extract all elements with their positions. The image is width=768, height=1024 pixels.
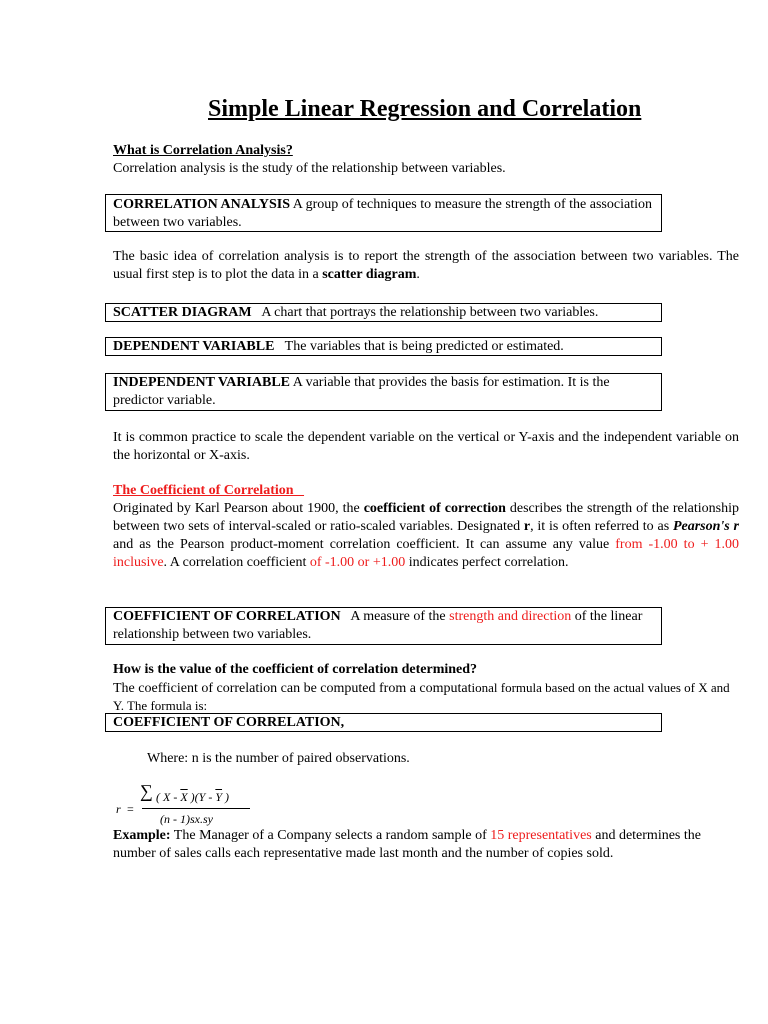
formula-label-box <box>105 713 662 732</box>
perfect-values-highlight: of -1.00 or +1.00 <box>309 555 406 570</box>
sigma-icon: ∑ <box>140 781 153 801</box>
basic-idea-text: The basic idea of correlation analysis is to report the strength of the association between two variables. The usual first step is to plot the data in a <box>113 249 739 282</box>
coefficient-paragraph <box>113 500 739 572</box>
where-text: Where: n is the number of paired observations. <box>147 751 410 766</box>
coefficient-text-4: and as the Pearson product-moment correlation coefficient. It can assume any value <box>113 537 616 552</box>
coefficient-heading-wrap <box>113 482 739 500</box>
coefficient-heading: The Coefficient of Correlation <box>113 483 305 498</box>
definition-box-scatter-diagram <box>105 303 662 322</box>
how-text <box>113 679 739 715</box>
definition-coefficient-text-1: A measure of the <box>340 609 450 624</box>
intro-heading: What is Correlation Analysis? <box>113 143 293 158</box>
coefficient-text-2: describes the strength of the relationship between two sets of interval-scaled or ratio-scaled variables. Designated <box>113 501 739 534</box>
how-text-a: The coefficient of correlation can be computed from a computat <box>113 681 472 696</box>
formula-num-a: ( X - <box>156 790 181 804</box>
how-section <box>113 661 739 715</box>
definition-correlation-analysis: A group of techniques to measure the strength of the association between two variables. <box>113 197 652 230</box>
how-heading: How is the value of the coefficient of correlation determined? <box>113 662 478 677</box>
intro-section <box>113 142 739 178</box>
pearsons-r-term: Pearson's r <box>672 519 739 534</box>
basic-idea-period: . <box>416 267 420 282</box>
intro-text: Correlation analysis is the study of the relationship between variables. <box>113 161 506 176</box>
definition-box-dependent-variable <box>105 337 662 356</box>
axis-practice-paragraph: It is common practice to scale the dependent variable on the vertical or Y-axis and the independent variable on the horizontal or X-axis. <box>113 430 739 463</box>
coefficient-text-3: , it is often referred to as <box>530 519 673 534</box>
example-paragraph <box>113 827 743 863</box>
term-scatter-diagram: SCATTER DIAGRAM <box>113 305 252 320</box>
basic-idea-paragraph <box>113 248 739 284</box>
formula-label: COEFFICIENT OF CORRELATION, <box>113 715 345 730</box>
page-title: Simple Linear Regression and Correlation <box>208 96 642 122</box>
formula-numerator <box>156 788 229 806</box>
scatter-diagram-term: scatter diagram <box>322 267 417 282</box>
example-text-2: and determines the number of sales calls each representative made last month and the number of copies sold. <box>113 828 701 861</box>
term-coefficient-of-correlation: COEFFICIENT OF CORRELATION <box>113 609 341 624</box>
how-text-b: ional formula based on the actual values of X and Y. The formula is: <box>113 680 730 713</box>
fraction-bar <box>142 808 250 809</box>
definition-dependent-variable: The variables that is being predicted or estimated. <box>274 339 564 354</box>
formula-r: r <box>116 802 121 816</box>
example-text-1: The Manager of a Company selects a random sample of <box>170 828 491 843</box>
coefficient-text-1: Originated by Karl Pearson about 1900, the <box>113 501 364 516</box>
coefficient-text-6: indicates perfect correlation. <box>405 555 569 570</box>
formula-ybar: $\overline{Y}$ <box>215 790 223 804</box>
formula-num-c: ) <box>222 790 230 804</box>
definition-box-coefficient-of-correlation <box>105 607 662 645</box>
correlation-formula <box>112 781 262 826</box>
term-correlation-analysis: CORRELATION ANALYSIS <box>113 197 290 212</box>
r-symbol: r <box>523 519 531 534</box>
definition-box-correlation-analysis <box>105 194 662 232</box>
term-dependent-variable: DEPENDENT VARIABLE <box>113 339 275 354</box>
formula-denominator: (n - 1)sx.sy <box>160 812 213 826</box>
formula-xbar: $\overline{X}$ <box>180 790 188 804</box>
strength-direction-highlight: strength and direction <box>449 609 572 624</box>
definition-independent-variable: A variable that provides the basis for estimation. It is the predictor variable. <box>113 375 610 408</box>
sample-size-highlight: 15 representatives <box>490 828 592 843</box>
formula-num-b: )(Y - <box>187 790 216 804</box>
term-independent-variable: INDEPENDENT VARIABLE <box>113 375 290 390</box>
definition-coefficient-text-2: of the linear relationship between two variables. <box>113 609 643 642</box>
formula-equals: = <box>127 802 134 816</box>
coefficient-text-5: . A correlation coefficient <box>163 555 310 570</box>
definition-box-independent-variable <box>105 373 662 411</box>
range-highlight: from -1.00 to + 1.00 inclusive <box>113 537 739 570</box>
coefficient-of-correction-term: coefficient of correction <box>363 501 506 516</box>
definition-scatter-diagram: A chart that portrays the relationship between two variables. <box>251 305 599 320</box>
example-label: Example: <box>113 828 171 843</box>
